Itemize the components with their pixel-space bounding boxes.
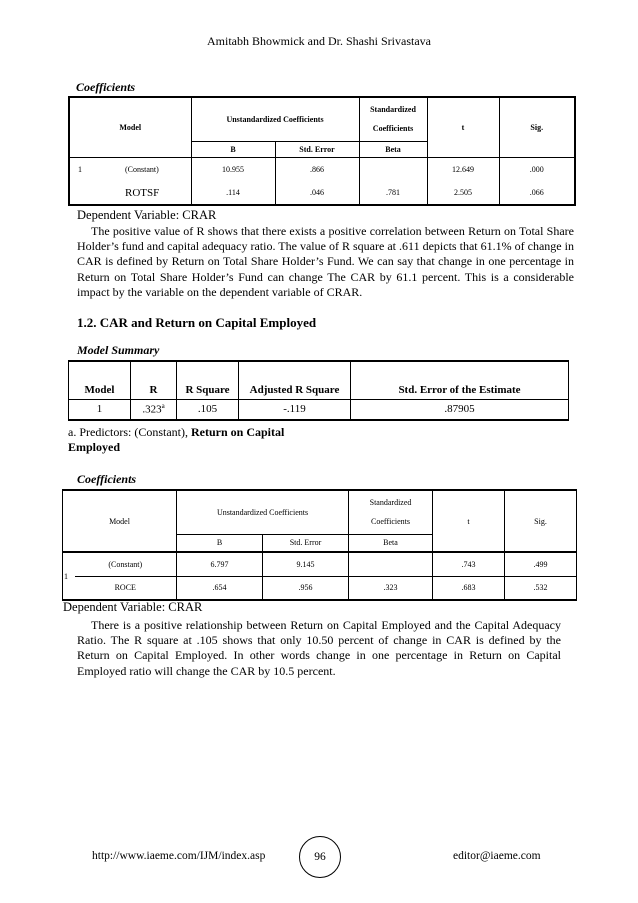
header-model: Model xyxy=(63,490,177,552)
model-summary-table xyxy=(68,360,569,421)
cell-std-error: .046 xyxy=(275,181,359,205)
editor-email-link[interactable]: editor@iaeme.com xyxy=(453,850,541,862)
header-beta: Beta xyxy=(349,534,433,552)
cell-sig: .066 xyxy=(529,188,544,197)
body-paragraph-2: There is a positive relationship between Return on Capital Employed and the Capital Adequacy Ratio. The R square at .105 shows that only 10.50 percent of change in CAR is defined by the Return on Capital Employed. In other words change in one percentage in Return on Capital Employed ratio will change the CAR by 10.5 percent. xyxy=(77,618,561,678)
cell-model xyxy=(69,181,115,205)
cell-std-error: .956 xyxy=(263,576,349,600)
cell-std-error: 9.145 xyxy=(263,552,349,576)
header-sig: Sig. xyxy=(499,97,575,157)
header-std-error: Std. Error xyxy=(275,141,359,157)
header-beta: Beta xyxy=(359,141,427,157)
header-t: t xyxy=(427,97,499,157)
header-standardized-coefficients: Standardized Coefficients xyxy=(349,490,433,534)
cell-b: 6.797 xyxy=(177,552,263,576)
header-r-square: R Square xyxy=(177,361,239,399)
cell-model: 1 xyxy=(64,571,68,581)
table-row xyxy=(63,576,577,600)
cell-b: .654 xyxy=(177,576,263,600)
journal-url-link[interactable]: http://www.iaeme.com/IJM/index.asp xyxy=(92,850,266,862)
table-row xyxy=(69,181,575,205)
coefficients-table-2 xyxy=(62,489,577,601)
header-unstandardized-coefficients: Unstandardized Coefficients xyxy=(191,97,359,141)
cell-std-error: .866 xyxy=(275,157,359,181)
cell-adjusted-r-square: -.119 xyxy=(239,399,351,420)
table-row xyxy=(69,399,569,420)
cell-predictor: ROTSF xyxy=(115,181,191,205)
table-row xyxy=(63,552,577,576)
header-std-error: Std. Error xyxy=(263,534,349,552)
header-model: Model xyxy=(69,361,131,399)
header-model: Model xyxy=(69,97,191,157)
cell-t: 12.649 xyxy=(427,157,499,181)
header-std-error-estimate: Std. Error of the Estimate xyxy=(398,383,521,396)
table1-caption: Coefficients xyxy=(76,80,136,94)
section-heading: 1.2. CAR and Return on Capital Employed xyxy=(77,315,317,330)
dependent-variable-note: Dependent Variable: CRAR xyxy=(63,600,203,614)
running-header: Amitabh Bhowmick and Dr. Shashi Srivastava xyxy=(207,34,431,48)
cell-r: .323$^a$ xyxy=(131,399,177,420)
cell-b: .114 xyxy=(191,181,275,205)
header-adjusted-r-square: Adjusted R Square xyxy=(239,361,351,399)
cell-beta xyxy=(359,157,427,181)
cell-b: 10.955 xyxy=(191,157,275,181)
header-sig: Sig. xyxy=(505,490,577,552)
cell-sig: .000 xyxy=(529,164,544,174)
predictors-note: a. Predictors: (Constant), Return on Capital Employed xyxy=(68,425,285,455)
header-t: t xyxy=(433,490,505,552)
cell-beta: .323 xyxy=(349,576,433,600)
cell-predictor: ROCE xyxy=(75,576,177,600)
cell-sig: .532 xyxy=(533,583,548,593)
header-r: R xyxy=(131,361,177,399)
header-b: B xyxy=(177,534,263,552)
cell-t: .743 xyxy=(433,552,505,576)
table3-caption: Coefficients xyxy=(77,472,137,486)
cell-beta: .781 xyxy=(359,181,427,205)
header-unstandardized-coefficients: Unstandardized Coefficients xyxy=(177,490,349,534)
cell-r-square: .105 xyxy=(177,399,239,420)
dependent-variable-note: Dependent Variable: CRAR xyxy=(77,208,217,222)
table-row xyxy=(69,157,575,181)
cell-std-error-estimate: .87905 xyxy=(351,399,569,420)
cell-model: 1 xyxy=(78,164,82,174)
page-number: 96 xyxy=(299,836,341,878)
cell-sig: .499 xyxy=(505,552,577,576)
cell-beta xyxy=(349,552,433,576)
cell-t: 2.505 xyxy=(427,181,499,205)
cell-predictor: (Constant) xyxy=(75,552,177,576)
body-paragraph-1: The positive value of R shows that there exists a positive correlation between Return on Total Share Holder’s fund and capital adequacy ratio. The value of R square at .611 depicts that 61.1% of change in CAR is defined by Return on Total Share Holder’s Fund. We can say that change in one percentage in Return on Total Share Holder’s Fund can change The CAR by 61.1 percent. This is a considerable impact by the variable on the dependent variable of CRAR. xyxy=(77,224,574,299)
header-b: B xyxy=(191,141,275,157)
cell-model: 1 xyxy=(69,399,131,420)
cell-t: .683 xyxy=(433,576,505,600)
table2-caption: Model Summary xyxy=(77,343,160,357)
header-standardized-coefficients: Standardized Coefficients xyxy=(359,97,427,141)
coefficients-table-1 xyxy=(68,96,576,206)
cell-predictor: (Constant) xyxy=(115,157,191,181)
